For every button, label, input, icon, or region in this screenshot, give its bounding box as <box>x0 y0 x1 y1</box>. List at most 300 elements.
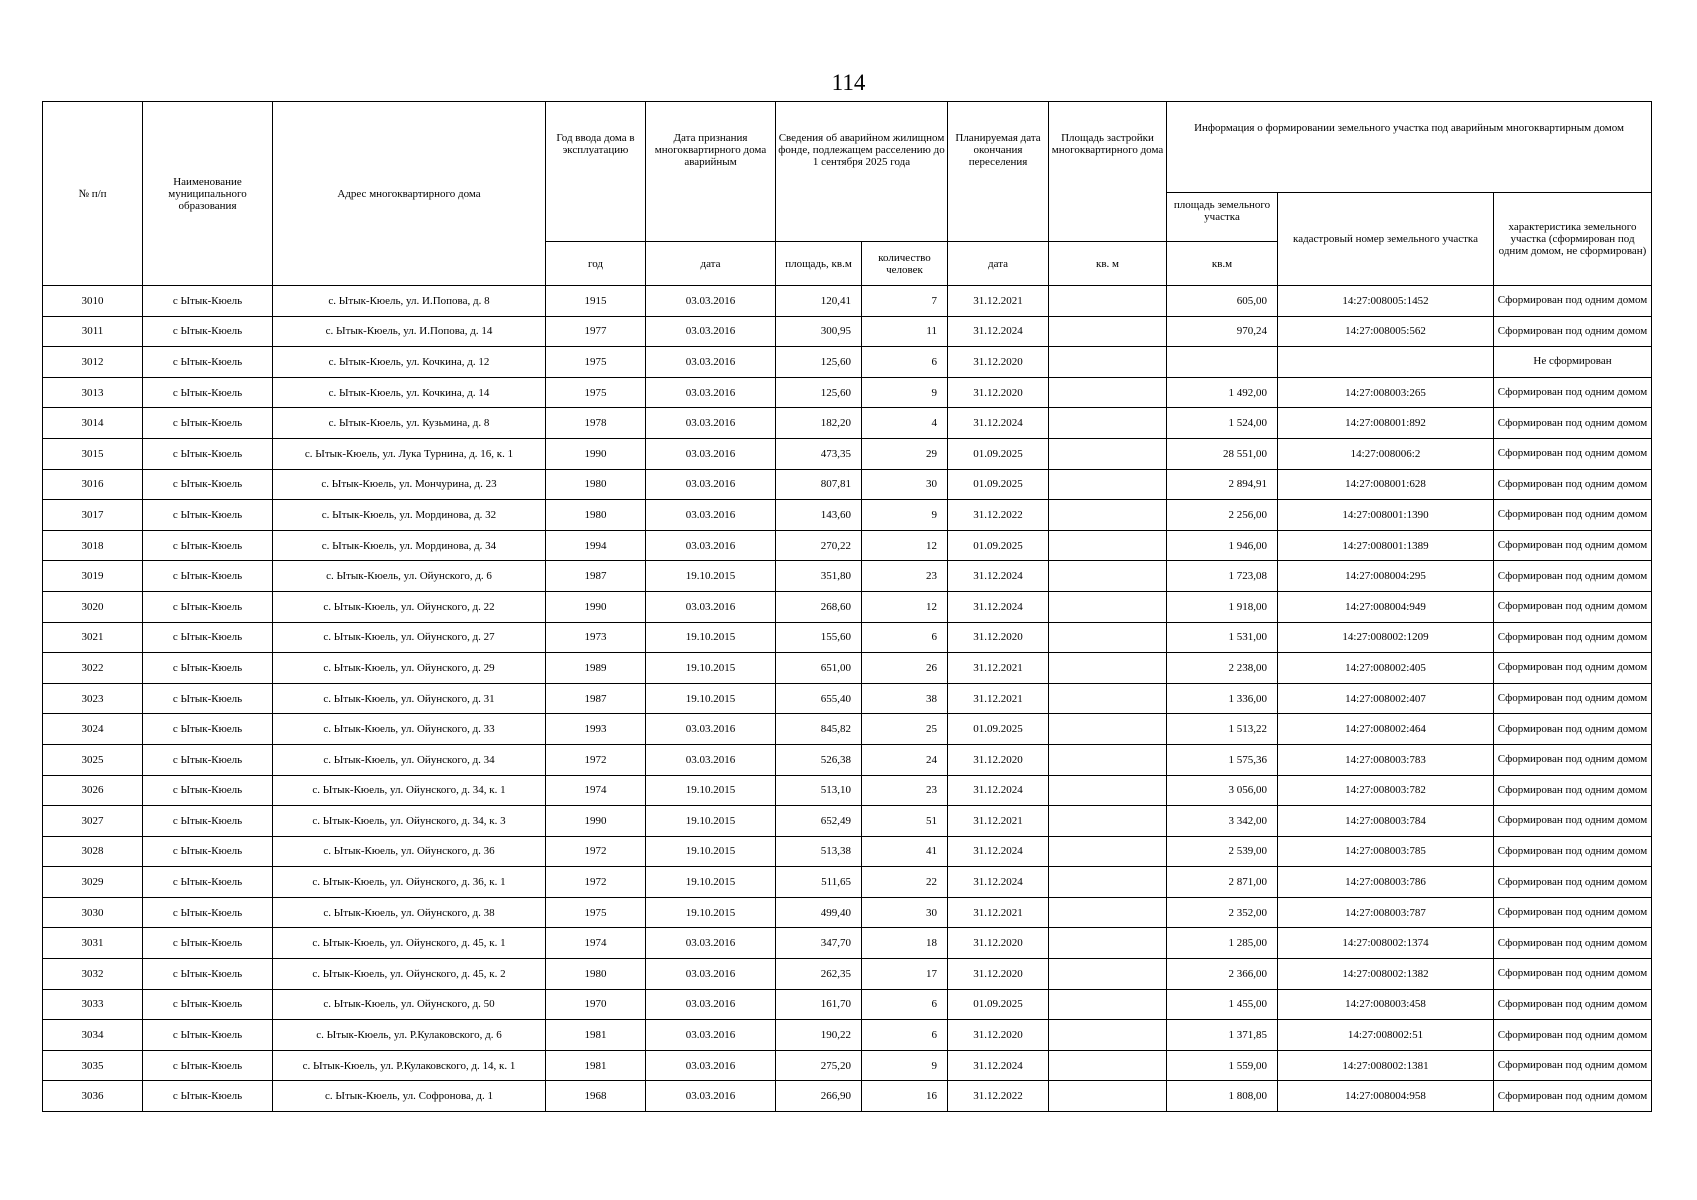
row-number: 3024 <box>43 714 143 745</box>
row-building-area <box>1049 653 1167 684</box>
row-building-area <box>1049 530 1167 561</box>
row-building-area <box>1049 591 1167 622</box>
row-cadastral: 14:27:008002:1374 <box>1278 928 1494 959</box>
table-row <box>43 347 1652 378</box>
row-date-emergency: 03.03.2016 <box>646 959 776 990</box>
row-building-area <box>1049 959 1167 990</box>
row-date-emergency: 19.10.2015 <box>646 836 776 867</box>
row-municipality: с Ытык-Кюель <box>143 744 273 775</box>
row-number: 3026 <box>43 775 143 806</box>
row-people: 41 <box>862 836 948 867</box>
row-date-emergency: 03.03.2016 <box>646 408 776 439</box>
row-land-char: Сформирован под одним домом <box>1494 1050 1652 1081</box>
row-area: 120,41 <box>776 286 862 317</box>
row-year: 1987 <box>546 561 646 592</box>
row-address: с. Ытык-Кюель, ул. Лука Турнина, д. 16, к. 1 <box>273 438 546 469</box>
row-building-area <box>1049 469 1167 500</box>
row-building-area <box>1049 316 1167 347</box>
row-municipality: с Ытык-Кюель <box>143 377 273 408</box>
row-year: 1980 <box>546 500 646 531</box>
row-number: 3029 <box>43 867 143 898</box>
table-row <box>43 408 1652 439</box>
row-date-emergency: 03.03.2016 <box>646 377 776 408</box>
row-cadastral: 14:27:008004:295 <box>1278 561 1494 592</box>
row-land-char: Сформирован под одним домом <box>1494 775 1652 806</box>
header-emergency-fund: Сведения об аварийном жилищном фонде, подлежащем расселению до 1 сентября 2025 года <box>776 102 948 242</box>
row-cadastral: 14:27:008002:1382 <box>1278 959 1494 990</box>
row-people: 16 <box>862 1081 948 1112</box>
row-planned-end: 31.12.2020 <box>948 1020 1049 1051</box>
row-area: 143,60 <box>776 500 862 531</box>
row-people: 9 <box>862 1050 948 1081</box>
row-land-area: 605,00 <box>1167 286 1278 317</box>
row-year: 1980 <box>546 959 646 990</box>
row-date-emergency: 03.03.2016 <box>646 530 776 561</box>
row-people: 6 <box>862 1020 948 1051</box>
row-area: 125,60 <box>776 377 862 408</box>
row-year: 1973 <box>546 622 646 653</box>
row-date-emergency: 19.10.2015 <box>646 897 776 928</box>
row-address: с. Ытык-Кюель, ул. Ойунского, д. 34, к. 3 <box>273 806 546 837</box>
row-people: 12 <box>862 530 948 561</box>
row-land-area: 1 575,36 <box>1167 744 1278 775</box>
row-address: с. Ытык-Кюель, ул. Кочкина, д. 12 <box>273 347 546 378</box>
row-date-emergency: 19.10.2015 <box>646 806 776 837</box>
row-land-area: 2 366,00 <box>1167 959 1278 990</box>
table-row <box>43 836 1652 867</box>
row-address: с. Ытык-Кюель, ул. Мординова, д. 34 <box>273 530 546 561</box>
row-area: 182,20 <box>776 408 862 439</box>
row-year: 1981 <box>546 1050 646 1081</box>
row-cadastral: 14:27:008002:1381 <box>1278 1050 1494 1081</box>
row-people: 18 <box>862 928 948 959</box>
row-planned-end: 31.12.2020 <box>948 622 1049 653</box>
row-land-area: 1 531,00 <box>1167 622 1278 653</box>
row-land-char: Сформирован под одним домом <box>1494 806 1652 837</box>
row-year: 1977 <box>546 316 646 347</box>
row-building-area <box>1049 928 1167 959</box>
row-number: 3014 <box>43 408 143 439</box>
row-land-char: Сформирован под одним домом <box>1494 622 1652 653</box>
row-date-emergency: 03.03.2016 <box>646 744 776 775</box>
row-people: 30 <box>862 897 948 928</box>
row-land-area: 2 894,91 <box>1167 469 1278 500</box>
row-area: 300,95 <box>776 316 862 347</box>
row-land-char: Сформирован под одним домом <box>1494 683 1652 714</box>
row-area: 651,00 <box>776 653 862 684</box>
row-planned-end: 31.12.2020 <box>948 744 1049 775</box>
row-address: с. Ытык-Кюель, ул. Ойунского, д. 31 <box>273 683 546 714</box>
row-area: 155,60 <box>776 622 862 653</box>
row-date-emergency: 19.10.2015 <box>646 622 776 653</box>
row-building-area <box>1049 897 1167 928</box>
table-row <box>43 806 1652 837</box>
row-year: 1915 <box>546 286 646 317</box>
row-land-area: 1 492,00 <box>1167 377 1278 408</box>
row-planned-end: 01.09.2025 <box>948 714 1049 745</box>
row-number: 3028 <box>43 836 143 867</box>
row-land-area: 970,24 <box>1167 316 1278 347</box>
row-people: 30 <box>862 469 948 500</box>
row-building-area <box>1049 438 1167 469</box>
row-date-emergency: 03.03.2016 <box>646 286 776 317</box>
row-address: с. Ытык-Кюель, ул. Ойунского, д. 6 <box>273 561 546 592</box>
table-row <box>43 1020 1652 1051</box>
row-land-area: 3 342,00 <box>1167 806 1278 837</box>
row-year: 1974 <box>546 928 646 959</box>
row-year: 1994 <box>546 530 646 561</box>
row-building-area <box>1049 989 1167 1020</box>
row-municipality: с Ытык-Кюель <box>143 500 273 531</box>
row-area: 652,49 <box>776 806 862 837</box>
row-area: 807,81 <box>776 469 862 500</box>
unit-year: год <box>546 242 646 286</box>
row-land-char: Сформирован под одним домом <box>1494 1020 1652 1051</box>
row-municipality: с Ытык-Кюель <box>143 530 273 561</box>
row-number: 3017 <box>43 500 143 531</box>
row-year: 1972 <box>546 836 646 867</box>
row-number: 3012 <box>43 347 143 378</box>
row-municipality: с Ытык-Кюель <box>143 989 273 1020</box>
row-area: 655,40 <box>776 683 862 714</box>
row-people: 9 <box>862 377 948 408</box>
row-land-char: Сформирован под одним домом <box>1494 897 1652 928</box>
row-planned-end: 31.12.2024 <box>948 561 1049 592</box>
row-number: 3016 <box>43 469 143 500</box>
header-land-info: Информация о формировании земельного участка под аварийным многоквартирным домом <box>1167 102 1652 193</box>
row-land-char: Сформирован под одним домом <box>1494 438 1652 469</box>
row-address: с. Ытык-Кюель, ул. Ойунского, д. 45, к. 1 <box>273 928 546 959</box>
table-row <box>43 561 1652 592</box>
row-people: 12 <box>862 591 948 622</box>
table-row <box>43 500 1652 531</box>
row-date-emergency: 19.10.2015 <box>646 775 776 806</box>
row-people: 22 <box>862 867 948 898</box>
row-area: 268,60 <box>776 591 862 622</box>
row-municipality: с Ытык-Кюель <box>143 1081 273 1112</box>
row-people: 6 <box>862 347 948 378</box>
row-area: 845,82 <box>776 714 862 745</box>
row-cadastral: 14:27:008005:1452 <box>1278 286 1494 317</box>
row-land-char: Сформирован под одним домом <box>1494 836 1652 867</box>
row-number: 3032 <box>43 959 143 990</box>
row-land-char: Сформирован под одним домом <box>1494 530 1652 561</box>
row-cadastral: 14:27:008001:892 <box>1278 408 1494 439</box>
row-land-area: 1 559,00 <box>1167 1050 1278 1081</box>
row-people: 7 <box>862 286 948 317</box>
table-row <box>43 530 1652 561</box>
row-land-area: 1 918,00 <box>1167 591 1278 622</box>
table-row <box>43 928 1652 959</box>
row-date-emergency: 03.03.2016 <box>646 347 776 378</box>
row-number: 3036 <box>43 1081 143 1112</box>
row-date-emergency: 03.03.2016 <box>646 1020 776 1051</box>
row-municipality: с Ытык-Кюель <box>143 622 273 653</box>
row-number: 3021 <box>43 622 143 653</box>
header-year-built: Год ввода дома в эксплуатацию <box>546 102 646 242</box>
row-address: с. Ытык-Кюель, ул. Ойунского, д. 27 <box>273 622 546 653</box>
unit-area: площадь, кв.м <box>776 242 862 286</box>
row-cadastral: 14:27:008003:785 <box>1278 836 1494 867</box>
row-cadastral: 14:27:008003:784 <box>1278 806 1494 837</box>
row-year: 1990 <box>546 591 646 622</box>
row-date-emergency: 03.03.2016 <box>646 714 776 745</box>
row-cadastral: 14:27:008005:562 <box>1278 316 1494 347</box>
row-area: 351,80 <box>776 561 862 592</box>
row-building-area <box>1049 867 1167 898</box>
row-cadastral: 14:27:008003:458 <box>1278 989 1494 1020</box>
header-cadastral: кадастровый номер земельного участка <box>1278 193 1494 286</box>
row-number: 3030 <box>43 897 143 928</box>
row-municipality: с Ытык-Кюель <box>143 683 273 714</box>
row-planned-end: 31.12.2020 <box>948 377 1049 408</box>
row-area: 161,70 <box>776 989 862 1020</box>
row-land-area: 1 336,00 <box>1167 683 1278 714</box>
unit-date: дата <box>646 242 776 286</box>
row-building-area <box>1049 744 1167 775</box>
unit-date-end: дата <box>948 242 1049 286</box>
row-planned-end: 31.12.2020 <box>948 347 1049 378</box>
row-year: 1970 <box>546 989 646 1020</box>
table-row <box>43 591 1652 622</box>
row-cadastral <box>1278 347 1494 378</box>
row-number: 3013 <box>43 377 143 408</box>
row-planned-end: 31.12.2024 <box>948 591 1049 622</box>
row-area: 473,35 <box>776 438 862 469</box>
row-cadastral: 14:27:008002:51 <box>1278 1020 1494 1051</box>
row-date-emergency: 03.03.2016 <box>646 316 776 347</box>
row-number: 3010 <box>43 286 143 317</box>
row-land-char: Сформирован под одним домом <box>1494 408 1652 439</box>
row-land-char: Сформирован под одним домом <box>1494 316 1652 347</box>
unit-sqm-land: кв.м <box>1167 242 1278 286</box>
row-land-char: Сформирован под одним домом <box>1494 928 1652 959</box>
row-address: с. Ытык-Кюель, ул. Р.Кулаковского, д. 6 <box>273 1020 546 1051</box>
row-land-char: Сформирован под одним домом <box>1494 959 1652 990</box>
row-municipality: с Ытык-Кюель <box>143 959 273 990</box>
row-year: 1990 <box>546 438 646 469</box>
row-area: 262,35 <box>776 959 862 990</box>
row-land-char: Сформирован под одним домом <box>1494 867 1652 898</box>
row-area: 266,90 <box>776 1081 862 1112</box>
header-land-area: площадь земельного участка <box>1167 193 1278 242</box>
table-row <box>43 897 1652 928</box>
row-planned-end: 31.12.2021 <box>948 653 1049 684</box>
row-address: с. Ытык-Кюель, ул. Мординова, д. 32 <box>273 500 546 531</box>
row-year: 1980 <box>546 469 646 500</box>
row-people: 38 <box>862 683 948 714</box>
unit-people: количество человек <box>862 242 948 286</box>
table-row <box>43 1081 1652 1112</box>
row-address: с. Ытык-Кюель, ул. И.Попова, д. 14 <box>273 316 546 347</box>
row-cadastral: 14:27:008004:958 <box>1278 1081 1494 1112</box>
row-year: 1993 <box>546 714 646 745</box>
table-row <box>43 438 1652 469</box>
row-municipality: с Ытык-Кюель <box>143 438 273 469</box>
row-cadastral: 14:27:008002:405 <box>1278 653 1494 684</box>
row-cadastral: 14:27:008003:265 <box>1278 377 1494 408</box>
row-land-area: 1 808,00 <box>1167 1081 1278 1112</box>
row-building-area <box>1049 1020 1167 1051</box>
row-date-emergency: 03.03.2016 <box>646 928 776 959</box>
row-date-emergency: 03.03.2016 <box>646 591 776 622</box>
row-year: 1968 <box>546 1081 646 1112</box>
row-date-emergency: 19.10.2015 <box>646 683 776 714</box>
row-address: с. Ытык-Кюель, ул. Ойунского, д. 29 <box>273 653 546 684</box>
row-address: с. Ытык-Кюель, ул. Ойунского, д. 45, к. 2 <box>273 959 546 990</box>
header-planned-end: Планируемая дата окончания переселения <box>948 102 1049 242</box>
table-row <box>43 959 1652 990</box>
row-municipality: с Ытык-Кюель <box>143 1020 273 1051</box>
row-land-char: Сформирован под одним домом <box>1494 744 1652 775</box>
table-row <box>43 377 1652 408</box>
row-land-char: Сформирован под одним домом <box>1494 377 1652 408</box>
row-year: 1975 <box>546 377 646 408</box>
row-cadastral: 14:27:008002:1209 <box>1278 622 1494 653</box>
table-row <box>43 989 1652 1020</box>
row-municipality: с Ытык-Кюель <box>143 775 273 806</box>
row-cadastral: 14:27:008003:787 <box>1278 897 1494 928</box>
row-land-char: Сформирован под одним домом <box>1494 989 1652 1020</box>
row-people: 24 <box>862 744 948 775</box>
row-planned-end: 31.12.2024 <box>948 836 1049 867</box>
row-land-area: 28 551,00 <box>1167 438 1278 469</box>
row-date-emergency: 03.03.2016 <box>646 438 776 469</box>
row-municipality: с Ытык-Кюель <box>143 897 273 928</box>
row-land-char: Сформирован под одним домом <box>1494 286 1652 317</box>
row-people: 25 <box>862 714 948 745</box>
table-body <box>43 286 1652 1112</box>
row-land-area: 3 056,00 <box>1167 775 1278 806</box>
row-building-area <box>1049 836 1167 867</box>
row-area: 275,20 <box>776 1050 862 1081</box>
row-land-char: Сформирован под одним домом <box>1494 469 1652 500</box>
row-address: с. Ытык-Кюель, ул. Ойунского, д. 36 <box>273 836 546 867</box>
row-land-char: Не сформирован <box>1494 347 1652 378</box>
row-land-char: Сформирован под одним домом <box>1494 653 1652 684</box>
row-people: 17 <box>862 959 948 990</box>
row-date-emergency: 03.03.2016 <box>646 469 776 500</box>
row-date-emergency: 03.03.2016 <box>646 989 776 1020</box>
row-address: с. Ытык-Кюель, ул. Ойунского, д. 22 <box>273 591 546 622</box>
row-cadastral: 14:27:008002:407 <box>1278 683 1494 714</box>
row-building-area <box>1049 377 1167 408</box>
row-building-area <box>1049 775 1167 806</box>
row-municipality: с Ытык-Кюель <box>143 1050 273 1081</box>
row-cadastral: 14:27:008003:782 <box>1278 775 1494 806</box>
row-year: 1981 <box>546 1020 646 1051</box>
row-cadastral: 14:27:008003:786 <box>1278 867 1494 898</box>
row-planned-end: 31.12.2024 <box>948 867 1049 898</box>
table-row <box>43 683 1652 714</box>
row-year: 1987 <box>546 683 646 714</box>
row-address: с. Ытык-Кюель, ул. Мончурина, д. 23 <box>273 469 546 500</box>
row-people: 6 <box>862 989 948 1020</box>
row-land-area: 1 524,00 <box>1167 408 1278 439</box>
row-year: 1975 <box>546 347 646 378</box>
row-area: 499,40 <box>776 897 862 928</box>
row-number: 3018 <box>43 530 143 561</box>
row-address: с. Ытык-Кюель, ул. Софронова, д. 1 <box>273 1081 546 1112</box>
row-number: 3022 <box>43 653 143 684</box>
header-municipality: Наименование муниципального образования <box>143 102 273 286</box>
table-row <box>43 1050 1652 1081</box>
row-municipality: с Ытык-Кюель <box>143 316 273 347</box>
row-people: 9 <box>862 500 948 531</box>
table-row <box>43 775 1652 806</box>
row-planned-end: 01.09.2025 <box>948 989 1049 1020</box>
row-planned-end: 31.12.2024 <box>948 1050 1049 1081</box>
row-date-emergency: 03.03.2016 <box>646 1050 776 1081</box>
row-municipality: с Ытык-Кюель <box>143 408 273 439</box>
row-building-area <box>1049 1050 1167 1081</box>
row-planned-end: 31.12.2022 <box>948 500 1049 531</box>
row-cadastral: 14:27:008001:1389 <box>1278 530 1494 561</box>
row-planned-end: 31.12.2021 <box>948 806 1049 837</box>
row-land-char: Сформирован под одним домом <box>1494 500 1652 531</box>
row-land-area: 1 723,08 <box>1167 561 1278 592</box>
row-land-char: Сформирован под одним домом <box>1494 714 1652 745</box>
table-row <box>43 622 1652 653</box>
row-area: 511,65 <box>776 867 862 898</box>
row-land-area: 2 871,00 <box>1167 867 1278 898</box>
row-planned-end: 31.12.2020 <box>948 928 1049 959</box>
row-cadastral: 14:27:008004:949 <box>1278 591 1494 622</box>
row-people: 11 <box>862 316 948 347</box>
row-municipality: с Ытык-Кюель <box>143 653 273 684</box>
row-area: 270,22 <box>776 530 862 561</box>
row-building-area <box>1049 1081 1167 1112</box>
row-year: 1972 <box>546 867 646 898</box>
row-municipality: с Ытык-Кюель <box>143 469 273 500</box>
row-people: 6 <box>862 622 948 653</box>
row-people: 23 <box>862 561 948 592</box>
row-year: 1975 <box>546 897 646 928</box>
header-building-area: Площадь застройки многоквартирного дома <box>1049 102 1167 242</box>
row-area: 125,60 <box>776 347 862 378</box>
row-building-area <box>1049 714 1167 745</box>
row-land-area: 1 371,85 <box>1167 1020 1278 1051</box>
row-planned-end: 01.09.2025 <box>948 530 1049 561</box>
emergency-housing-table <box>42 101 1652 1112</box>
row-area: 513,10 <box>776 775 862 806</box>
row-land-area <box>1167 347 1278 378</box>
row-municipality: с Ытык-Кюель <box>143 836 273 867</box>
row-municipality: с Ытык-Кюель <box>143 928 273 959</box>
row-planned-end: 31.12.2020 <box>948 959 1049 990</box>
row-address: с. Ытык-Кюель, ул. Ойунского, д. 50 <box>273 989 546 1020</box>
row-number: 3025 <box>43 744 143 775</box>
row-year: 1978 <box>546 408 646 439</box>
row-number: 3023 <box>43 683 143 714</box>
row-building-area <box>1049 408 1167 439</box>
row-municipality: с Ытык-Кюель <box>143 591 273 622</box>
row-address: с. Ытык-Кюель, ул. Ойунского, д. 38 <box>273 897 546 928</box>
row-address: с. Ытык-Кюель, ул. И.Попова, д. 8 <box>273 286 546 317</box>
row-cadastral: 14:27:008001:1390 <box>1278 500 1494 531</box>
row-land-area: 1 946,00 <box>1167 530 1278 561</box>
row-land-area: 2 256,00 <box>1167 500 1278 531</box>
row-number: 3015 <box>43 438 143 469</box>
row-date-emergency: 03.03.2016 <box>646 500 776 531</box>
row-date-emergency: 03.03.2016 <box>646 1081 776 1112</box>
row-date-emergency: 19.10.2015 <box>646 561 776 592</box>
row-municipality: с Ытык-Кюель <box>143 561 273 592</box>
row-people: 26 <box>862 653 948 684</box>
row-cadastral: 14:27:008003:783 <box>1278 744 1494 775</box>
row-date-emergency: 19.10.2015 <box>646 867 776 898</box>
row-address: с. Ытык-Кюель, ул. Ойунского, д. 36, к. 1 <box>273 867 546 898</box>
